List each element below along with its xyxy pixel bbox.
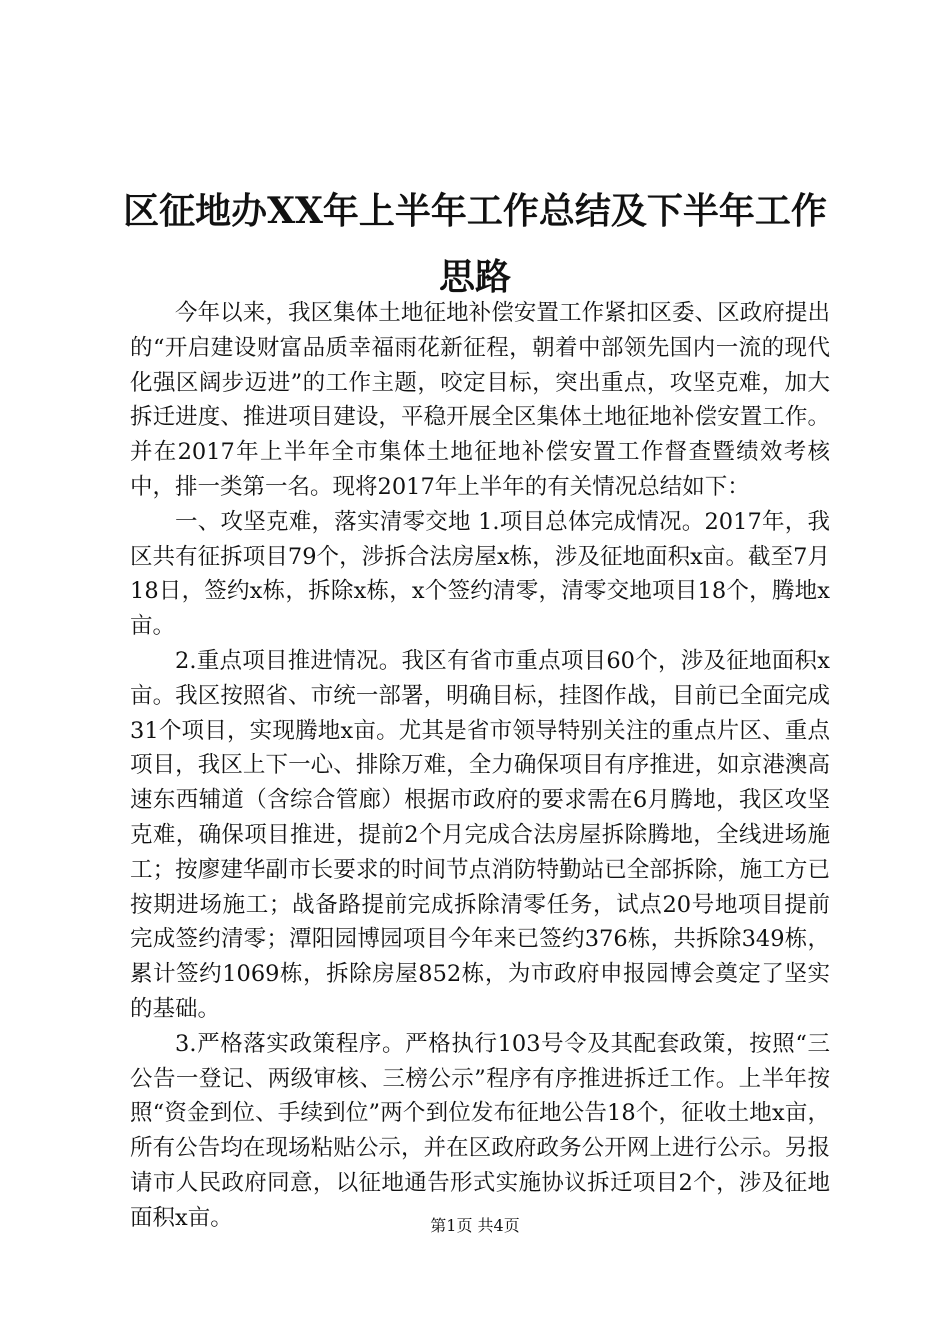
- document-body: [130, 296, 830, 1236]
- paragraph-intro: 今年以来，我区集体土地征地补偿安置工作紧扣区委、区政府提出的“开启建设财富品质幸福雨花新征程，朝着中部领先国内一流的现代化强区阔步迈进”的工作主题，咬定目标，突出重点，攻坚克难，加大拆迁进度、推进项目建设，平稳开展全区集体土地征地补偿安置工作。并在2017年上半年全市集体土地征地补偿安置工作督查暨绩效考核中，排一类第一名。现将2017年上半年的有关情况总结如下：: [130, 300, 830, 500]
- page-number-footer: 第1页 共4页: [430, 1216, 520, 1235]
- paragraph-section-3: 3.严格落实政策程序。严格执行103号令及其配套政策，按照“三公告一登记、两级审核、三榜公示”程序有序推进拆迁工作。上半年按照“资金到位、手续到位”两个到位发布征地公告18个，征收土地x亩，所有公告均在现场粘贴公示，并在区政府政务公开网上进行公示。另报请市人民政府同意，以征地通告形式实施协议拆迁项目2个，涉及征地面积x亩。: [130, 1030, 830, 1231]
- document-title: 区征地办XX年上半年工作总结及下半年工作思路: [123, 190, 827, 298]
- paragraph-section-2: 2.重点项目推进情况。我区有省市重点项目60个，涉及征地面积x亩。我区按照省、市统一部署，明确目标，挂图作战，目前已全面完成31个项目，实现腾地x亩。尤其是省市领导特别关注的重点片区、重点项目，我区上下一心、排除万难，全力确保项目有序推进，如京港澳高速东西辅道（含综合管廊）根据市政府的要求需在6月腾地，我区攻坚克难，确保项目推进，提前2个月完成合法房屋拆除腾地，全线进场施工；按廖建华副市长要求的时间节点消防特勤站已全部拆除，施工方已按期进场施工；战备路提前完成拆除清零任务，试点20号地项目提前完成签约清零；潭阳园博园项目今年来已签约376栋，共拆除349栋，累计签约1069栋，拆除房屋852栋，为市政府申报园博会奠定了坚实的基础。: [130, 647, 830, 1022]
- paragraph-section-1: 一、攻坚克难，落实清零交地 1.项目总体完成情况。2017年，我区共有征拆项目79个，涉拆合法房屋x栋，涉及征地面积x亩。截至7月18日，签约x栋，拆除x栋，x个签约清零，清零交地项目18个，腾地x亩。: [130, 508, 830, 640]
